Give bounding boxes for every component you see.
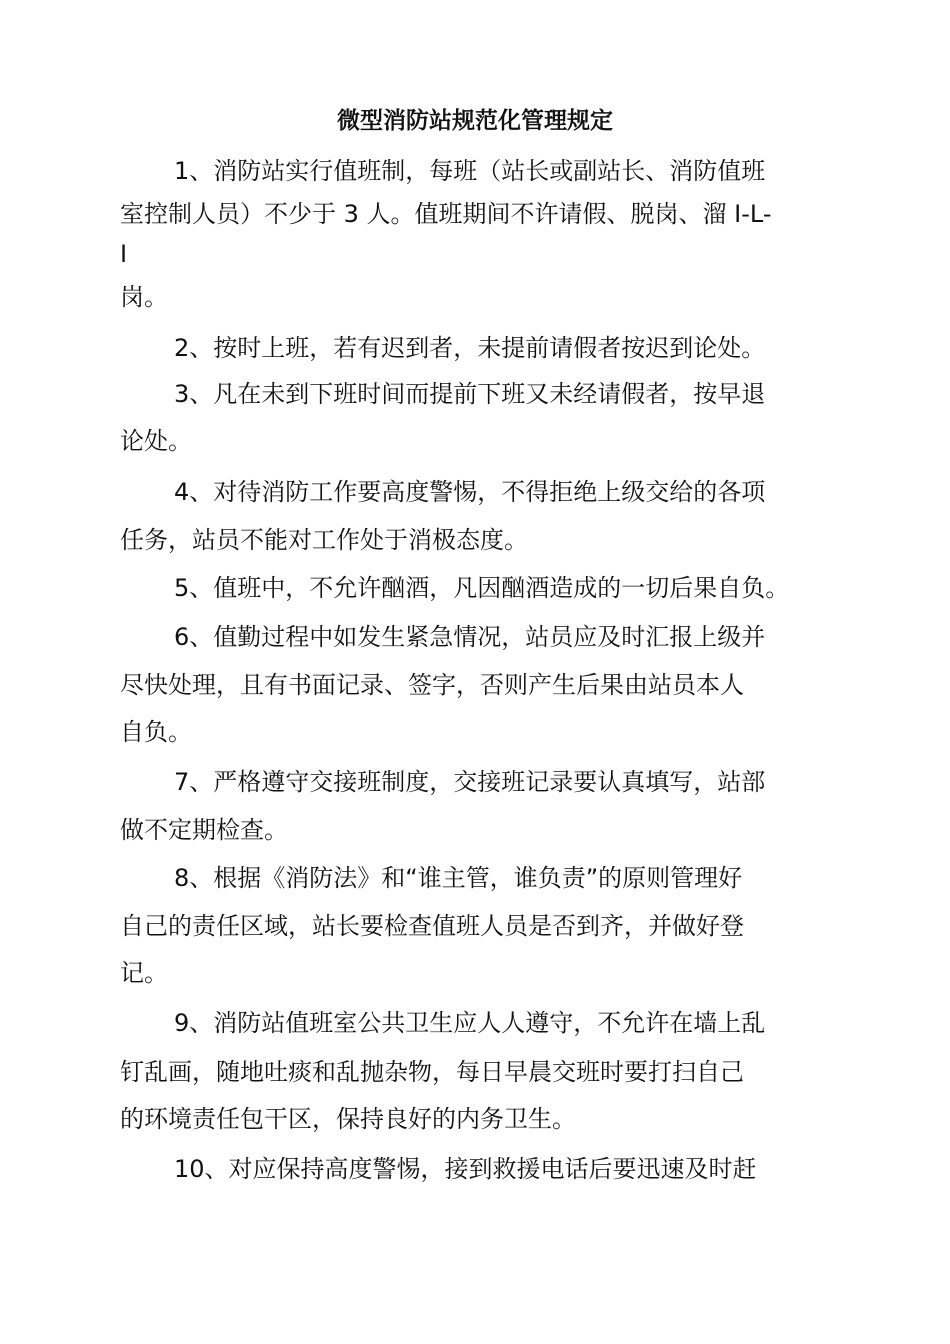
paragraph-line: 自负。 xyxy=(120,718,192,746)
paragraph-line: 4、对待消防工作要高度警惕，不得拒绝上级交给的各项 xyxy=(174,478,766,506)
paragraph-line: 岗。 xyxy=(120,283,168,311)
paragraph-line: 钉乱画，随地吐痰和乱抛杂物，每日早晨交班时要打扫自己 xyxy=(120,1058,744,1086)
paragraph-line: 2、按时上班，若有迟到者，未提前请假者按迟到论处。 xyxy=(174,334,766,362)
paragraph-line: 室控制人员）不少于 3 人。值班期间不许请假、脱岗、溜 I-L- xyxy=(120,200,772,228)
paragraph-line: 尽快处理，且有书面记录、签字，否则产生后果由站员本人 xyxy=(120,671,744,699)
paragraph-line: 记。 xyxy=(120,959,168,987)
document-title: 微型消防站规范化管理规定 xyxy=(337,108,613,134)
paragraph-line: 的环境责任包干区，保持良好的内务卫生。 xyxy=(120,1105,576,1133)
paragraph-line: 任务，站员不能对工作处于消极态度。 xyxy=(120,526,528,554)
paragraph-line: 10、对应保持高度警惕，接到救援电话后要迅速及时赶 xyxy=(174,1155,757,1183)
paragraph-line: 6、值勤过程中如发生紧急情况，站员应及时汇报上级并 xyxy=(174,623,766,651)
paragraph-line: 9、消防站值班室公共卫生应人人遵守，不允许在墙上乱 xyxy=(174,1009,766,1037)
paragraph-line: 5、值班中，不允许酗酒，凡因酗酒造成的一切后果自负。 xyxy=(174,574,790,602)
paragraph-line: 1、消防站实行值班制，每班（站长或副站长、消防值班 xyxy=(174,157,766,185)
paragraph-line: 3、凡在未到下班时间而提前下班又未经请假者，按早退 xyxy=(174,380,766,408)
paragraph-line: 7、严格遵守交接班制度，交接班记录要认真填写，站部 xyxy=(174,768,766,796)
paragraph-line: 8、根据《消防法》和“谁主管，谁负责”的原则管理好 xyxy=(174,864,743,892)
paragraph-line: 做不定期检查。 xyxy=(120,816,288,844)
paragraph-line: I xyxy=(120,240,128,268)
paragraph-line: 自己的责任区域，站长要检查值班人员是否到齐，并做好登 xyxy=(120,912,744,940)
paragraph-line: 论处。 xyxy=(120,427,192,455)
